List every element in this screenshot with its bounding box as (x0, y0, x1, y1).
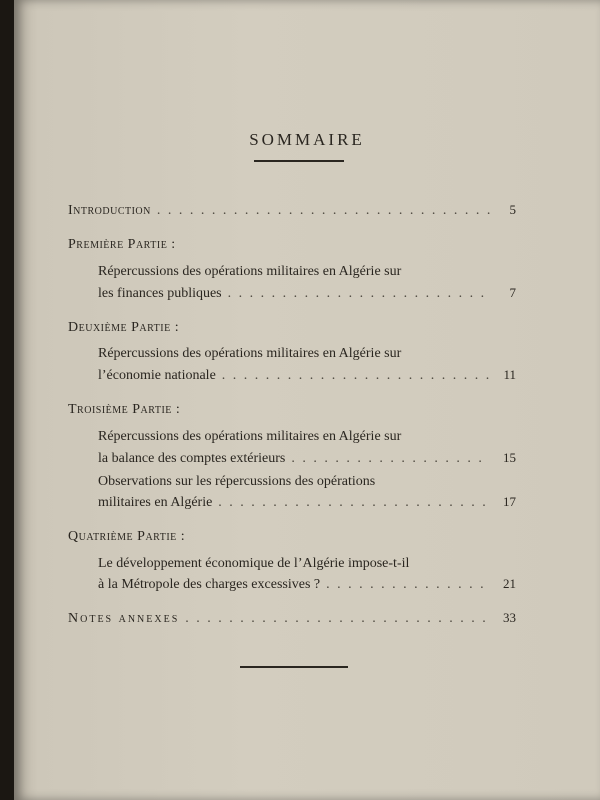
dot-leader (157, 203, 490, 219)
dot-leader (228, 286, 490, 302)
toc-entry-part2 (98, 367, 516, 384)
toc-label: la balance des comptes extérieurs (98, 451, 286, 466)
title-underline (254, 160, 344, 162)
dot-leader (185, 611, 490, 627)
page-number: 11 (503, 367, 516, 382)
toc-entry-part4 (98, 576, 516, 593)
page-number: 17 (503, 494, 516, 509)
toc-entry-notes (68, 610, 516, 627)
dot-leader (291, 451, 490, 467)
toc-entry-part3-2 (98, 494, 516, 511)
toc-entry-line: Répercussions des opérations militaires en Algérie sur (98, 346, 402, 361)
part-heading-4: Quatrième Partie : (68, 529, 186, 544)
book-page (14, 0, 600, 800)
toc-entry-line: Le développement économique de l’Algérie impose-t-il (98, 556, 410, 571)
page-number: 7 (509, 285, 516, 300)
dot-leader (222, 368, 490, 384)
toc-entry-line: Répercussions des opérations militaires en Algérie sur (98, 429, 402, 444)
toc-entry-part3-1 (98, 450, 516, 467)
toc-entry-line: Répercussions des opérations militaires en Algérie sur (98, 264, 402, 279)
toc-entry-part1 (98, 285, 516, 302)
toc-entry-line: Observations sur les répercussions des opérations (98, 474, 376, 489)
dot-leader (326, 577, 490, 593)
toc-entry-introduction (68, 202, 516, 219)
page-number: 5 (509, 202, 516, 217)
part-heading-1: Première Partie : (68, 237, 176, 252)
part-heading-3: Troisième Partie : (68, 402, 181, 417)
dot-leader (218, 495, 490, 511)
toc-label: les finances publiques (98, 286, 222, 301)
toc-label: Introduction (68, 203, 151, 218)
page-number: 15 (503, 450, 516, 465)
toc-label: militaires en Algérie (98, 495, 213, 510)
toc-label: à la Métropole des charges excessives ? (98, 577, 321, 592)
page-number: 33 (503, 610, 516, 625)
toc-label: l’économie nationale (98, 368, 216, 383)
page-title: SOMMAIRE (249, 130, 365, 149)
page-number: 21 (503, 576, 516, 591)
toc-label: Notes annexes (68, 611, 180, 626)
end-rule (240, 666, 348, 668)
part-heading-2: Deuxième Partie : (68, 320, 180, 335)
